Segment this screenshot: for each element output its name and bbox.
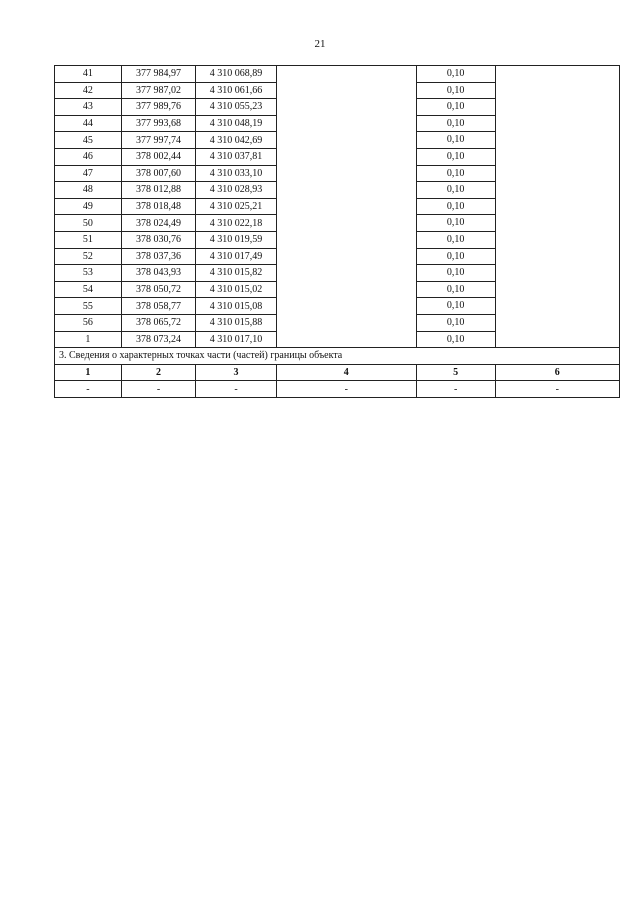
table-row xyxy=(55,148,620,165)
empty-cell xyxy=(276,265,416,282)
section3-block xyxy=(55,348,620,398)
x-coordinate-cell: 378 043,93 xyxy=(121,265,195,282)
section3-value-cell: - xyxy=(416,381,495,398)
empty-cell xyxy=(276,82,416,99)
x-coordinate-cell: 378 073,24 xyxy=(121,331,195,348)
accuracy-cell: 0,10 xyxy=(416,66,495,83)
section3-header-cell: 3 xyxy=(196,364,276,381)
x-coordinate-cell: 378 012,88 xyxy=(121,182,195,199)
section3-value-cell: - xyxy=(55,381,122,398)
empty-cell xyxy=(495,298,619,315)
accuracy-cell: 0,10 xyxy=(416,99,495,116)
point-number-cell: 52 xyxy=(55,248,122,265)
empty-cell xyxy=(495,132,619,149)
x-coordinate-cell: 378 037,36 xyxy=(121,248,195,265)
empty-cell xyxy=(495,314,619,331)
empty-cell xyxy=(276,231,416,248)
coordinates-rows xyxy=(55,66,620,348)
point-number-cell: 53 xyxy=(55,265,122,282)
section3-title: 3. Сведения о характерных точках части (частей) границы объекта xyxy=(55,348,620,365)
page-number: 21 xyxy=(314,38,326,50)
table-row xyxy=(55,99,620,116)
x-coordinate-cell: 377 997,74 xyxy=(121,132,195,149)
x-coordinate-cell: 378 030,76 xyxy=(121,231,195,248)
accuracy-cell: 0,10 xyxy=(416,215,495,232)
empty-cell xyxy=(276,165,416,182)
x-coordinate-cell: 378 065,72 xyxy=(121,314,195,331)
point-number-cell: 55 xyxy=(55,298,122,315)
x-coordinate-cell: 378 018,48 xyxy=(121,198,195,215)
y-coordinate-cell: 4 310 025,21 xyxy=(196,198,276,215)
y-coordinate-cell: 4 310 028,93 xyxy=(196,182,276,199)
empty-cell xyxy=(495,215,619,232)
accuracy-cell: 0,10 xyxy=(416,148,495,165)
empty-cell xyxy=(276,281,416,298)
point-number-cell: 47 xyxy=(55,165,122,182)
point-number-cell: 51 xyxy=(55,231,122,248)
empty-cell xyxy=(276,99,416,116)
point-number-cell: 50 xyxy=(55,215,122,232)
accuracy-cell: 0,10 xyxy=(416,165,495,182)
point-number-cell: 1 xyxy=(55,331,122,348)
table-row xyxy=(55,248,620,265)
empty-cell xyxy=(495,265,619,282)
x-coordinate-cell: 378 002,44 xyxy=(121,148,195,165)
accuracy-cell: 0,10 xyxy=(416,281,495,298)
table-row xyxy=(55,198,620,215)
section3-value-cell: - xyxy=(495,381,619,398)
y-coordinate-cell: 4 310 015,82 xyxy=(196,265,276,282)
accuracy-cell: 0,10 xyxy=(416,298,495,315)
empty-cell xyxy=(276,314,416,331)
point-number-cell: 41 xyxy=(55,66,122,83)
accuracy-cell: 0,10 xyxy=(416,314,495,331)
y-coordinate-cell: 4 310 048,19 xyxy=(196,115,276,132)
coordinates-table xyxy=(54,65,620,398)
section3-header-cell: 5 xyxy=(416,364,495,381)
y-coordinate-cell: 4 310 017,49 xyxy=(196,248,276,265)
y-coordinate-cell: 4 310 015,08 xyxy=(196,298,276,315)
x-coordinate-cell: 377 984,97 xyxy=(121,66,195,83)
section3-value-cell: - xyxy=(276,381,416,398)
empty-cell xyxy=(495,248,619,265)
section3-header-row xyxy=(55,364,620,381)
y-coordinate-cell: 4 310 061,66 xyxy=(196,82,276,99)
empty-cell xyxy=(495,148,619,165)
empty-cell xyxy=(276,132,416,149)
point-number-cell: 56 xyxy=(55,314,122,331)
section3-header-cell: 1 xyxy=(55,364,122,381)
x-coordinate-cell: 378 007,60 xyxy=(121,165,195,182)
empty-cell xyxy=(276,248,416,265)
point-number-cell: 48 xyxy=(55,182,122,199)
table-row xyxy=(55,298,620,315)
y-coordinate-cell: 4 310 055,23 xyxy=(196,99,276,116)
table-row xyxy=(55,132,620,149)
x-coordinate-cell: 378 058,77 xyxy=(121,298,195,315)
accuracy-cell: 0,10 xyxy=(416,182,495,199)
accuracy-cell: 0,10 xyxy=(416,132,495,149)
empty-cell xyxy=(495,82,619,99)
empty-cell xyxy=(495,99,619,116)
point-number-cell: 49 xyxy=(55,198,122,215)
point-number-cell: 45 xyxy=(55,132,122,149)
y-coordinate-cell: 4 310 068,89 xyxy=(196,66,276,83)
x-coordinate-cell: 378 024,49 xyxy=(121,215,195,232)
table-row xyxy=(55,165,620,182)
section3-value-cell: - xyxy=(196,381,276,398)
accuracy-cell: 0,10 xyxy=(416,82,495,99)
table-row xyxy=(55,231,620,248)
empty-cell xyxy=(495,165,619,182)
section3-header-cell: 2 xyxy=(121,364,195,381)
y-coordinate-cell: 4 310 015,88 xyxy=(196,314,276,331)
table-row xyxy=(55,82,620,99)
empty-cell xyxy=(495,115,619,132)
table-row xyxy=(55,281,620,298)
y-coordinate-cell: 4 310 017,10 xyxy=(196,331,276,348)
empty-cell xyxy=(276,66,416,83)
y-coordinate-cell: 4 310 022,18 xyxy=(196,215,276,232)
accuracy-cell: 0,10 xyxy=(416,231,495,248)
y-coordinate-cell: 4 310 037,81 xyxy=(196,148,276,165)
empty-cell xyxy=(276,182,416,199)
table-row xyxy=(55,265,620,282)
table-row xyxy=(55,215,620,232)
empty-cell xyxy=(276,115,416,132)
section3-header-cell: 4 xyxy=(276,364,416,381)
section3-value-row xyxy=(55,381,620,398)
empty-cell xyxy=(495,198,619,215)
empty-cell xyxy=(276,198,416,215)
empty-cell xyxy=(276,215,416,232)
empty-cell xyxy=(276,331,416,348)
accuracy-cell: 0,10 xyxy=(416,115,495,132)
x-coordinate-cell: 377 993,68 xyxy=(121,115,195,132)
y-coordinate-cell: 4 310 015,02 xyxy=(196,281,276,298)
point-number-cell: 42 xyxy=(55,82,122,99)
empty-cell xyxy=(276,148,416,165)
accuracy-cell: 0,10 xyxy=(416,265,495,282)
table-row xyxy=(55,182,620,199)
section3-value-cell: - xyxy=(121,381,195,398)
y-coordinate-cell: 4 310 042,69 xyxy=(196,132,276,149)
y-coordinate-cell: 4 310 033,10 xyxy=(196,165,276,182)
empty-cell xyxy=(276,298,416,315)
x-coordinate-cell: 377 989,76 xyxy=(121,99,195,116)
empty-cell xyxy=(495,331,619,348)
table-row xyxy=(55,115,620,132)
section3-header-cell: 6 xyxy=(495,364,619,381)
point-number-cell: 43 xyxy=(55,99,122,116)
empty-cell xyxy=(495,281,619,298)
empty-cell xyxy=(495,231,619,248)
table-row xyxy=(55,314,620,331)
x-coordinate-cell: 378 050,72 xyxy=(121,281,195,298)
y-coordinate-cell: 4 310 019,59 xyxy=(196,231,276,248)
accuracy-cell: 0,10 xyxy=(416,331,495,348)
point-number-cell: 54 xyxy=(55,281,122,298)
accuracy-cell: 0,10 xyxy=(416,248,495,265)
table-row xyxy=(55,331,620,348)
table-row xyxy=(55,66,620,83)
point-number-cell: 44 xyxy=(55,115,122,132)
point-number-cell: 46 xyxy=(55,148,122,165)
x-coordinate-cell: 377 987,02 xyxy=(121,82,195,99)
empty-cell xyxy=(495,66,619,83)
accuracy-cell: 0,10 xyxy=(416,198,495,215)
empty-cell xyxy=(495,182,619,199)
